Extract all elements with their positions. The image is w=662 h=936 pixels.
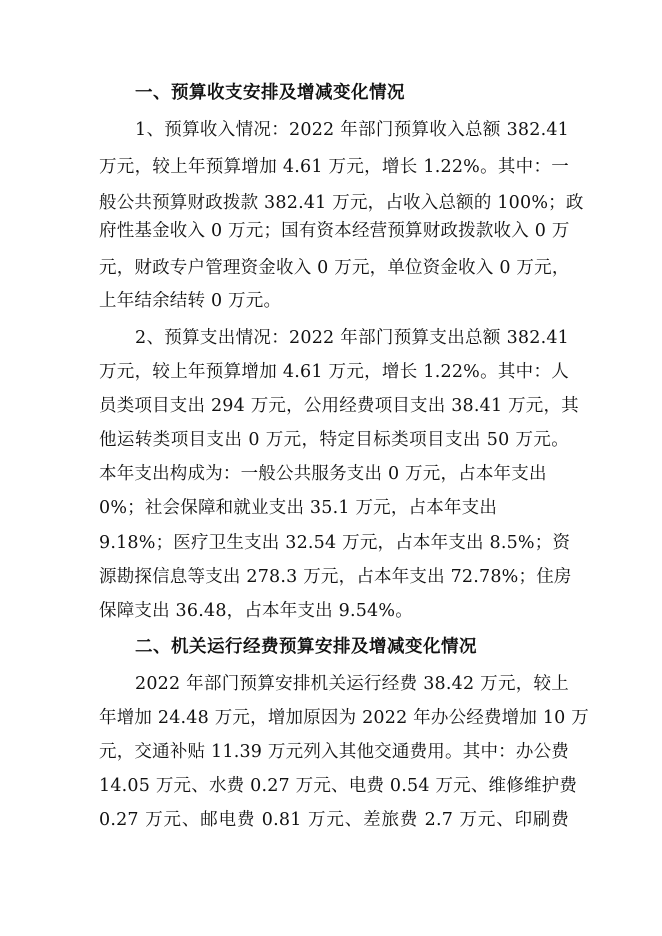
text-line: 保障支出 36.48，占本年支出 9.54%。 bbox=[99, 601, 413, 621]
text-line: 般公共预算财政拨款 382.41 万元，占收入总额的 100%；政 bbox=[99, 193, 584, 213]
text-line: 元，财政专户管理资金收入 0 万元，单位资金收入 0 万元， bbox=[99, 258, 570, 278]
text-line: 14.05 万元、水费 0.27 万元、电费 0.54 万元、维修维护费 bbox=[99, 776, 578, 796]
text-line: 2022 年部门预算安排机关运行经费 38.42 万元，较上 bbox=[135, 674, 569, 694]
text-line: 员类项目支出 294 万元，公用经费项目支出 38.41 万元，其 bbox=[99, 396, 579, 416]
text-line: 1、预算收入情况：2022 年部门预算收入总额 382.41 bbox=[135, 120, 569, 140]
text-line: 万元，较上年预算增加 4.61 万元，增长 1.22%。其中：一 bbox=[99, 157, 569, 177]
section-heading-operating-costs: 二、机关运行经费预算安排及增减变化情况 bbox=[135, 637, 477, 657]
text-line: 源勘探信息等支出 278.3 万元，占本年支出 72.78%；住房 bbox=[99, 567, 572, 587]
section-heading-budget: 一、预算收支安排及增减变化情况 bbox=[135, 83, 405, 103]
text-line: 0.27 万元、邮电费 0.81 万元、差旅费 2.7 万元、印刷费 bbox=[99, 810, 569, 830]
text-line: 0%；社会保障和就业支出 35.1 万元，占本年支出 bbox=[99, 498, 498, 518]
text-line: 9.18%；医疗卫生支出 32.54 万元，占本年支出 8.5%；资 bbox=[99, 533, 571, 553]
text-line: 年增加 24.48 万元，增加原因为 2022 年办公经费增加 10 万 bbox=[99, 708, 589, 728]
text-line: 2、预算支出情况：2022 年部门预算支出总额 382.41 bbox=[135, 328, 569, 348]
text-line: 上年结余结转 0 万元。 bbox=[99, 291, 282, 311]
text-line: 他运转类项目支出 0 万元，特定目标类项目支出 50 万元。 bbox=[99, 430, 569, 450]
text-line: 万元，较上年预算增加 4.61 万元，增长 1.22%。其中：人 bbox=[99, 362, 569, 382]
text-line: 本年支出构成为：一般公共服务支出 0 万元，占本年支出 bbox=[99, 464, 547, 484]
text-line: 元，交通补贴 11.39 万元列入其他交通费用。其中：办公费 bbox=[99, 742, 569, 762]
text-line: 府性基金收入 0 万元；国有资本经营预算财政拨款收入 0 万 bbox=[99, 221, 570, 241]
